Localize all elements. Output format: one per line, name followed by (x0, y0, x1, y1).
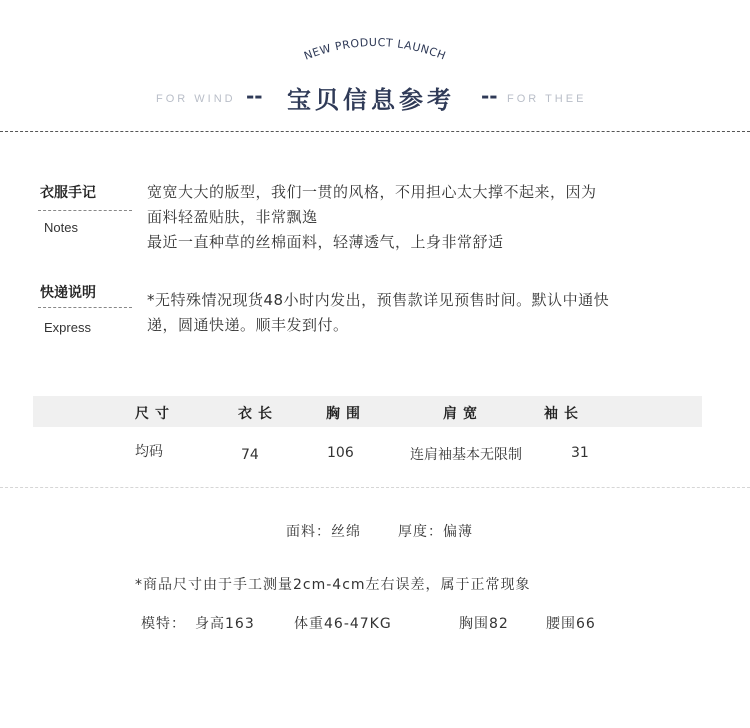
page-title: 宝贝信息参考 (287, 85, 455, 114)
express-text (147, 288, 609, 338)
notes-line: 面料轻盈贴肤，非常飘逸 (147, 208, 318, 226)
express-subtitle: Express (44, 320, 91, 335)
express-line: 递，圆通快递。顺丰发到付。 (147, 316, 349, 334)
express-divider (38, 307, 132, 308)
thickness-label: 厚度：偏薄 (398, 524, 473, 540)
express-title: 快递说明 (40, 285, 96, 301)
header-bust: 胸围 (326, 406, 366, 422)
header-length: 衣长 (238, 406, 278, 422)
right-dash: -- (481, 84, 498, 108)
cell-shoulder: 连肩袖基本无限制 (410, 447, 522, 463)
model-weight: 体重46-47KG (294, 616, 392, 632)
notes-divider (38, 210, 132, 211)
notes-subtitle: Notes (44, 220, 78, 235)
notes-title: 衣服手记 (40, 185, 96, 201)
arc-text: NEW PRODUCT LAUNCH (302, 35, 448, 63)
notes-text (147, 180, 597, 255)
model-height: 身高163 (195, 616, 255, 632)
notes-line: 最近一直种草的丝棉面料，轻薄透气，上身非常舒适 (147, 233, 504, 251)
fabric-label: 面料：丝绵 (286, 524, 361, 540)
for-thee-label: FOR THEE (507, 93, 587, 105)
table-divider (0, 487, 750, 488)
size-table-header (33, 396, 702, 427)
model-waist: 腰围66 (546, 616, 596, 632)
model-label: 模特： (141, 616, 186, 632)
header-shoulder: 肩宽 (443, 406, 483, 422)
new-product-launch-arc (280, 28, 470, 78)
header-size: 尺寸 (135, 406, 175, 422)
size-disclaimer: *商品尺寸由于手工测量2cm-4cm左右误差，属于正常现象 (135, 577, 531, 593)
notes-line: 宽宽大大的版型，我们一贯的风格，不用担心太大撑不起来，因为 (147, 183, 597, 201)
cell-size: 均码 (135, 444, 163, 460)
model-bust: 胸围82 (459, 616, 509, 632)
header-divider (0, 131, 750, 132)
for-wind-label: FOR WIND (156, 93, 236, 105)
express-line: *无特殊情况现货48小时内发出，预售款详见预售时间。默认中通快 (147, 291, 610, 309)
left-dash: -- (246, 84, 263, 108)
header-sleeve: 袖长 (544, 406, 584, 422)
svg-text:NEW PRODUCT LAUNCH (302, 36, 448, 63)
cell-bust: 106 (327, 445, 354, 461)
cell-sleeve: 31 (571, 445, 589, 461)
cell-length: 74 (241, 447, 259, 463)
